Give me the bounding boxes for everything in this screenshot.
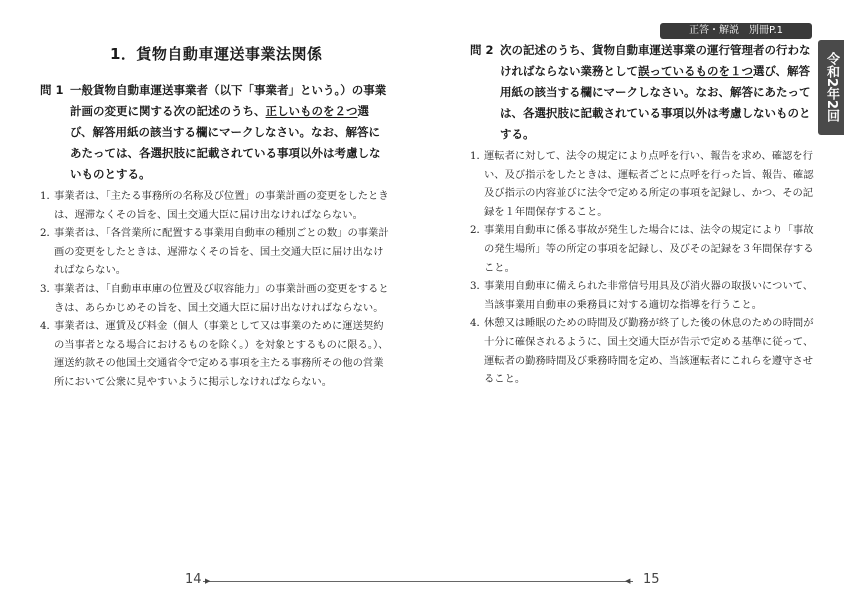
option-text: 事業者は、「各営業所に配置する事業用自動車の種別ごとの数」の事業計画の変更をしたときは、遅滞なくその旨を、国土交通大臣に届け出なければならない。 [54, 227, 389, 277]
option-text: 運転者に対して、法令の規定により点呼を行い、報告を求め、確認を行い、及び指示をしたときは、運転者ごとに点呼を行った旨、報告、確認及び指示の内容並びに法令で定める所定の事項を記録し、かつ、その記録を１年間保存すること。 [484, 150, 814, 218]
option-item [470, 221, 815, 277]
option-text: 事業者は、「主たる事務所の名称及び位置」の事業計画の変更をしたときは、遅滞なくその旨を、国土交通大臣に届け出なければならない。 [54, 190, 389, 221]
left-page-number: 14 [185, 572, 202, 587]
exam-session-side-tab: 令和2年2回 [818, 40, 844, 135]
option-number: 3． [40, 282, 57, 295]
option-text: 事業用自動車に備えられた非常信号用具及び消火器の取扱いについて、当該事業用自動車の乗務員に対する適切な指導を行うこと。 [484, 280, 814, 311]
footer-right-arrow-icon: ◀ [625, 577, 631, 585]
option-item [40, 187, 390, 224]
option-number: 2． [40, 227, 57, 240]
right-page [470, 40, 815, 389]
question-2-text-after: 選び、解答用紙の該当する欄にマークしなさい。なお、解答にあたっては、各選択肢に記載されている事項以外は考慮しないものとする。 [500, 64, 811, 141]
question-2-options [470, 147, 815, 389]
option-item [40, 224, 390, 280]
question-1-number: 問 1 [40, 83, 64, 97]
option-item [470, 314, 815, 388]
right-page-number: 15 [643, 572, 660, 587]
question-2-number: 問 2 [470, 43, 494, 57]
question-2-text-before: 次の記述のうち、貨物自動車運送事業の運行管理者の行わなければならない業務として [500, 43, 811, 78]
option-number: 3． [470, 280, 487, 293]
option-number: 4． [470, 317, 487, 330]
option-text: 休憩又は睡眠のための時間及び勤務が終了した後の休息のための時間が十分に確保されるように、国土交通大臣が告示で定める基準に従って、運転者の勤務時間及び乗務時間を定め、当該運転者にこれらを遵守させること。 [484, 317, 814, 386]
option-number: 1． [470, 150, 487, 162]
option-number: 4． [40, 320, 57, 333]
option-item [40, 317, 390, 391]
question-2-underlined: 誤っているものを１つ [638, 64, 753, 78]
option-number: 2． [470, 224, 487, 237]
left-page [40, 80, 390, 392]
answer-reference-tag: 正答・解説 別冊P.1 [660, 23, 812, 39]
option-text: 事業用自動車に係る事故が発生した場合には、法令の規定により「事故の発生場所」等の所定の事項を記録し、及びその記録を３年間保存すること。 [484, 224, 814, 274]
option-number: 1． [40, 190, 57, 202]
section-title: 1．貨物自動車運送事業法関係 [110, 45, 323, 63]
question-2 [470, 40, 815, 145]
footer-divider [203, 581, 633, 582]
question-1-options [40, 187, 390, 392]
option-item [470, 277, 815, 314]
question-1 [40, 80, 390, 185]
question-1-text-before: 一般貨物自動車運送事業者（以下「事業者」という。）の事業計画の変更に関する次の記述のうち、 [70, 83, 387, 118]
option-text: 事業者は、「自動車車庫の位置及び収容能力」の事業計画の変更をするときは、あらかじめその旨を、国土交通大臣に届け出なければならない。 [54, 282, 389, 314]
footer-left-arrow-icon: ▶ [205, 577, 211, 585]
option-item [470, 147, 815, 221]
option-text: 事業者は、運賃及び料金（個人（事業として又は事業のために運送契約の当事者となる場合におけるものを除く。）を対象とするものに限る。）、運送約款その他国土交通省令で定める事項を主たる事務所その他の営業所において公衆に見やすいように掲示しなければならない。 [54, 320, 389, 388]
question-1-text-after: 選び、解答用紙の該当する欄にマークしなさい。なお、解答にあたっては、各選択肢に記載されている事項以外は考慮しないものとする。 [70, 104, 381, 181]
option-item [40, 280, 390, 317]
question-1-underlined: 正しいものを２つ [265, 104, 358, 118]
